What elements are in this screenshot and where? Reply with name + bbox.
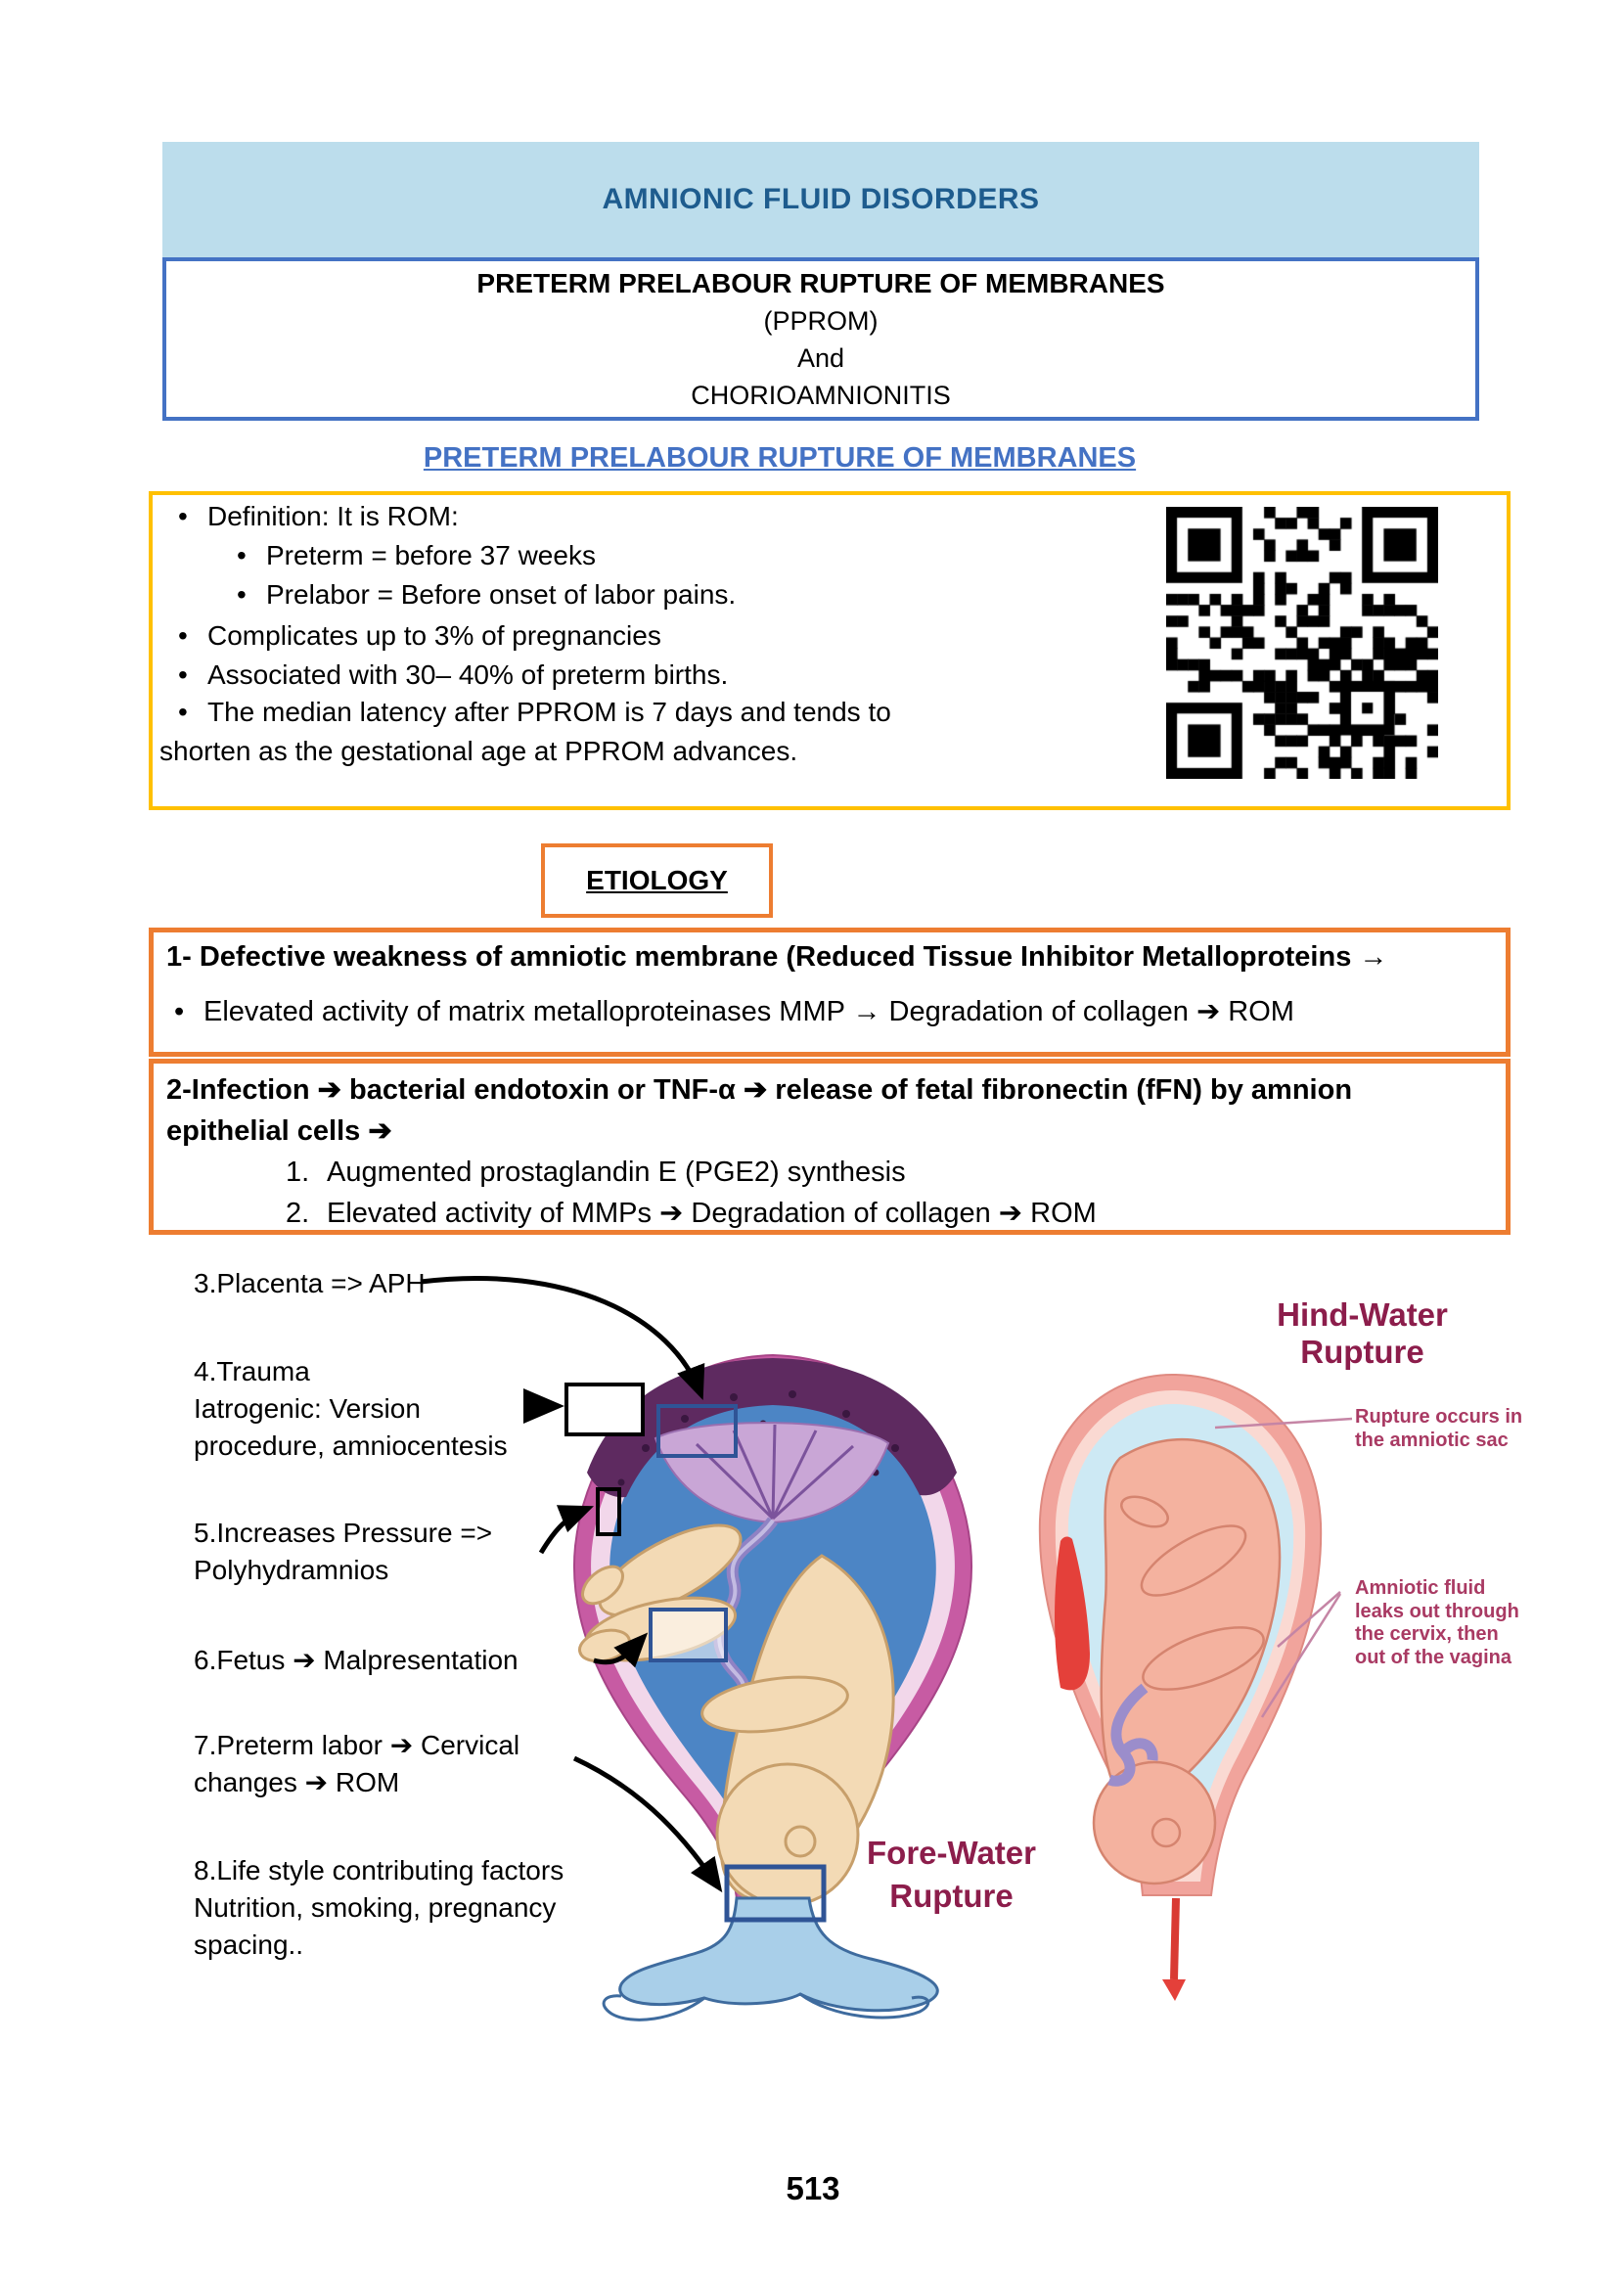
cause-3	[194, 1265, 426, 1302]
definition-bullet-2-text: Complicates up to 3% of pregnancies	[207, 620, 661, 651]
etiology-heading: ETIOLOGY	[586, 865, 728, 895]
hind-vagina-opening	[1162, 1979, 1186, 2001]
etiology2-item-2	[286, 1196, 1097, 1230]
qr-code	[1166, 507, 1438, 779]
page-header-title: AMNIONIC FLUID DISORDERS	[602, 183, 1040, 215]
etiology2-title-line2: epithelial cells ➔	[166, 1115, 392, 1147]
cause-4-line2: Iatrogenic: Version	[194, 1393, 421, 1424]
etiology1-bullet-text: Elevated activity of matrix metalloproteinases MMP → Degradation of collagen ➔ ROM	[203, 996, 1294, 1027]
annotation-fluid-leak	[1355, 1577, 1519, 1669]
cause-8-line3: spacing..	[194, 1930, 304, 1960]
cause-8-line1: 8.Life style contributing factors	[194, 1855, 564, 1885]
annotation-rupture-sac-line2: the amniotic sac	[1355, 1429, 1509, 1451]
bullet-glyph: •	[178, 501, 188, 531]
etiology-heading-box	[541, 843, 773, 918]
annotation-fluid-leak-line1: Amniotic fluid	[1355, 1577, 1486, 1599]
qr-code-canvas	[1166, 507, 1438, 779]
annotation-rupture-sac-line1: Rupture occurs in	[1355, 1406, 1523, 1428]
hind-water-title	[1252, 1296, 1472, 1371]
annotation-rupture-sac	[1355, 1406, 1522, 1452]
etiology1-bullet	[174, 994, 1294, 1028]
etiology1-title: 1- Defective weakness of amniotic membrane (Reduced Tissue Inhibitor Metalloproteins →	[166, 941, 1388, 973]
page-number: 513	[786, 2170, 840, 2206]
title-box-line2: (PPROM)	[763, 305, 879, 336]
page-header-banner	[162, 142, 1479, 257]
cause-7-line1: 7.Preterm labor ➔ Cervical	[194, 1730, 520, 1760]
trauma-highlight-rect	[566, 1385, 643, 1434]
cause-8-line2: Nutrition, smoking, pregnancy	[194, 1892, 557, 1923]
etiology2-item-1	[286, 1157, 906, 1189]
hind-cervix-canal	[1174, 1898, 1176, 1979]
arrow-placenta	[421, 1278, 700, 1393]
hind-water-title-line2: Rupture	[1300, 1334, 1424, 1370]
definition-bullet-4-text: The median latency after PPROM is 7 days and tends to	[207, 697, 891, 727]
fetus-highlight-rect	[651, 1610, 726, 1660]
cause-4-line1: 4.Trauma	[194, 1356, 310, 1386]
cause-3-text: 3.Placenta => APH	[194, 1268, 426, 1298]
bullet-glyph: •	[237, 540, 247, 570]
definition-bullet-4-continuation: shorten as the gestational age at PPROM advances.	[159, 736, 798, 766]
definition-bullet-3	[178, 659, 728, 691]
title-box-line4: CHORIOAMNIONITIS	[691, 380, 951, 410]
cause-5-line1: 5.Increases Pressure =>	[194, 1518, 493, 1548]
fore-water-label-line2: Rupture	[889, 1878, 1014, 1914]
bullet-glyph: •	[178, 620, 188, 651]
bullet-glyph: •	[237, 579, 247, 610]
definition-subbullet-1	[237, 540, 596, 571]
title-box	[162, 257, 1479, 421]
list-number: 2.	[286, 1198, 310, 1229]
annotation-fluid-leak-line2: leaks out through	[1355, 1600, 1519, 1622]
bullet-glyph: •	[178, 697, 188, 727]
definition-bullet-4	[178, 697, 891, 728]
definition-bullet-1-text: Definition: It is ROM:	[207, 501, 459, 531]
cause-5-line2: Polyhydramnios	[194, 1555, 389, 1585]
definition-subbullet-2	[237, 579, 736, 611]
bullet-glyph: •	[178, 659, 188, 690]
title-box-line1: PRETERM PRELABOUR RUPTURE OF MEMBRANES	[476, 267, 1165, 298]
definition-subbullet-1-text: Preterm = before 37 weeks	[266, 540, 596, 570]
hind-fetus	[1094, 1439, 1280, 1884]
etiology2-item-1-text: Augmented prostaglandin E (PGE2) synthesis	[327, 1157, 906, 1188]
etiology2-item-2-text: Elevated activity of MMPs ➔ Degradation of collagen ➔ ROM	[327, 1198, 1097, 1229]
annotation-fluid-leak-line3: the cervix, then	[1355, 1623, 1499, 1645]
section-heading: PRETERM PRELABOUR RUPTURE OF MEMBRANES	[423, 442, 1137, 474]
etiology2-title-line1: 2-Infection ➔ bacterial endotoxin or TNF-α ➔ release of fetal fibronectin (fFN) by amnion	[166, 1074, 1353, 1106]
cause-4-line3: procedure, amniocentesis	[194, 1430, 508, 1461]
definition-bullet-1	[178, 501, 459, 532]
hind-water-title-line1: Hind-Water	[1277, 1296, 1448, 1333]
fore-water-label	[851, 1832, 1052, 1918]
annotation-fluid-leak-line4: out of the vagina	[1355, 1646, 1511, 1668]
cause-7-line2: changes ➔ ROM	[194, 1767, 400, 1797]
definition-bullet-3-text: Associated with 30– 40% of preterm births.	[207, 659, 729, 690]
definition-bullet-2	[178, 620, 661, 652]
uterus-diagram-main	[411, 1262, 1061, 2089]
bullet-glyph: •	[174, 996, 185, 1027]
list-number: 1.	[286, 1157, 310, 1188]
definition-subbullet-2-text: Prelabor = Before onset of labor pains.	[266, 579, 737, 610]
uterus-diagram-hindwater	[1027, 1365, 1355, 2016]
fore-water-label-line1: Fore-Water	[867, 1835, 1036, 1871]
cause-6-text: 6.Fetus ➔ Malpresentation	[194, 1645, 519, 1675]
title-box-line3: And	[796, 342, 845, 373]
